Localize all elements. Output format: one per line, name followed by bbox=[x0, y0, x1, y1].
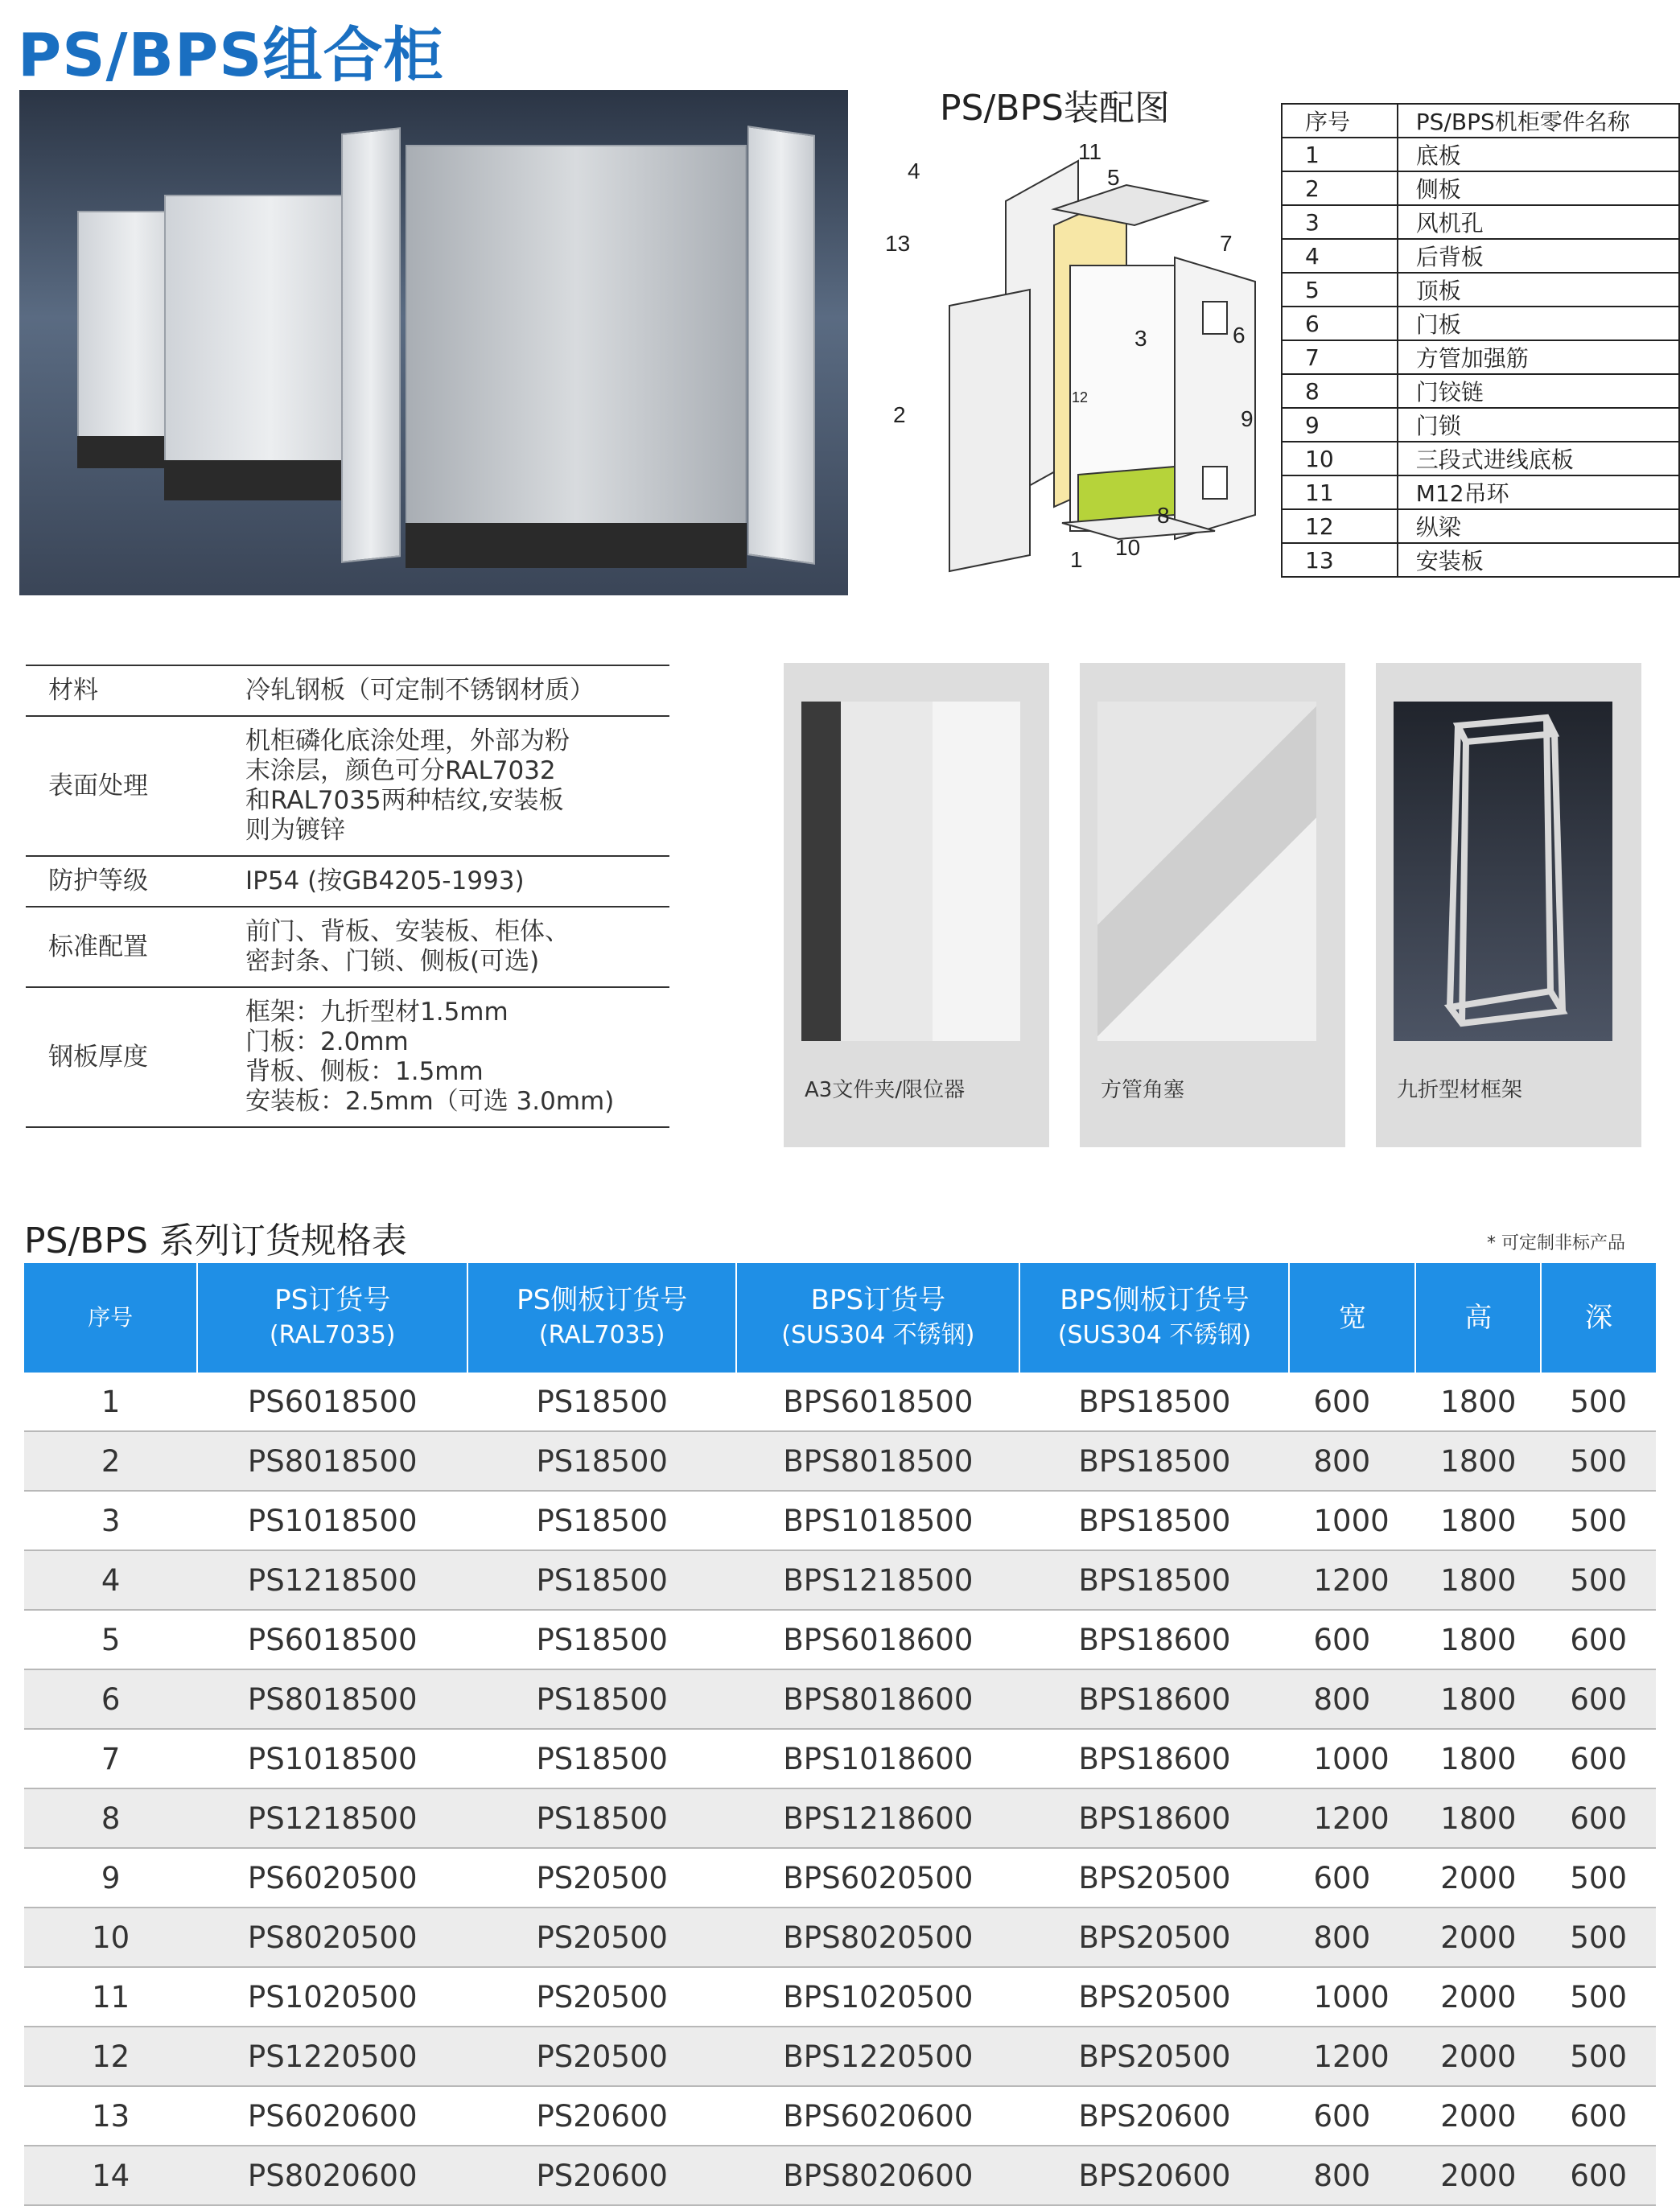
spec-value-line: 背板、侧板：1.5mm bbox=[245, 1057, 484, 1086]
part-number: 8 bbox=[1282, 374, 1398, 408]
parts-row bbox=[1282, 239, 1679, 273]
order-header-main: PS侧板订货号 bbox=[517, 1284, 688, 1316]
part-name: 方管加强筋 bbox=[1398, 340, 1679, 374]
callout-4: 4 bbox=[908, 158, 920, 183]
spec-value bbox=[245, 716, 669, 856]
callout-3: 3 bbox=[1134, 326, 1147, 351]
table-cell: PS18500 bbox=[467, 1431, 736, 1491]
table-row bbox=[24, 2027, 1656, 2086]
table-cell: 500 bbox=[1541, 1908, 1656, 1967]
part-name: 三段式进线底板 bbox=[1398, 442, 1679, 475]
corner-plug-image bbox=[1097, 702, 1316, 1041]
hero-cabinet-photo bbox=[19, 90, 848, 595]
parts-row bbox=[1282, 273, 1679, 307]
part-number: 9 bbox=[1282, 408, 1398, 442]
table-cell: 6 bbox=[24, 1669, 197, 1729]
table-cell: BPS6018500 bbox=[736, 1373, 1019, 1431]
table-cell: BPS1020500 bbox=[736, 1967, 1019, 2027]
folder-limiter-image bbox=[801, 702, 1020, 1041]
feature-card-folder bbox=[784, 663, 1049, 1147]
table-cell: BPS20600 bbox=[1019, 2146, 1289, 2205]
spec-value-line: 框架：九折型材1.5mm bbox=[245, 998, 509, 1027]
parts-row bbox=[1282, 374, 1679, 408]
parts-row bbox=[1282, 442, 1679, 475]
table-cell: 4 bbox=[24, 1550, 197, 1610]
spec-row bbox=[26, 716, 669, 856]
table-cell: 1000 bbox=[1289, 1729, 1415, 1788]
table-cell: BPS18600 bbox=[1019, 1788, 1289, 1848]
table-cell: 500 bbox=[1541, 1491, 1656, 1550]
part-name: 侧板 bbox=[1398, 171, 1679, 205]
spec-value-line: 和RAL7035两种桔纹,安装板 bbox=[245, 786, 564, 815]
table-cell: 10 bbox=[24, 1908, 197, 1967]
table-cell: BPS18500 bbox=[1019, 1491, 1289, 1550]
table-cell: 500 bbox=[1541, 2027, 1656, 2086]
table-cell: 800 bbox=[1289, 1908, 1415, 1967]
part-number: 12 bbox=[1282, 509, 1398, 543]
table-cell: BPS18500 bbox=[1019, 1373, 1289, 1431]
table-cell: BPS1220500 bbox=[736, 2027, 1019, 2086]
order-header-cell bbox=[1541, 1263, 1656, 1373]
table-cell: 2000 bbox=[1415, 2146, 1541, 2205]
spec-value bbox=[245, 856, 669, 907]
part-name: 安装板 bbox=[1398, 543, 1679, 577]
order-header-sub: (RAL7035) bbox=[269, 1321, 396, 1349]
table-cell: PS6020600 bbox=[197, 2086, 467, 2146]
diagram-title: PS/BPS装配图 bbox=[940, 88, 1170, 129]
spec-value bbox=[245, 665, 669, 716]
spec-value-line: 冷轧钢板（可定制不锈钢材质） bbox=[245, 676, 595, 705]
order-note: * 可定制非标产品 bbox=[1487, 1233, 1625, 1253]
table-cell: 500 bbox=[1541, 1967, 1656, 2027]
table-cell: PS8018500 bbox=[197, 1669, 467, 1729]
part-name: 底板 bbox=[1398, 138, 1679, 171]
order-header-main: 高 bbox=[1464, 1302, 1493, 1334]
table-cell: 800 bbox=[1289, 2146, 1415, 2205]
spec-key: 材料 bbox=[26, 665, 245, 716]
table-cell: 2000 bbox=[1415, 2027, 1541, 2086]
table-cell: 1 bbox=[24, 1373, 197, 1431]
table-cell: 600 bbox=[1289, 1373, 1415, 1431]
spec-value-line: 则为镀锌 bbox=[245, 816, 345, 845]
table-cell: PS1020500 bbox=[197, 1967, 467, 2027]
table-cell: BPS18600 bbox=[1019, 1669, 1289, 1729]
callout-1: 1 bbox=[1070, 547, 1083, 572]
table-cell: BPS20500 bbox=[1019, 2027, 1289, 2086]
parts-row bbox=[1282, 205, 1679, 239]
table-cell: PS8020500 bbox=[197, 1908, 467, 1967]
feature-caption: A3文件夹/限位器 bbox=[805, 1078, 966, 1102]
order-header-main: 深 bbox=[1585, 1302, 1613, 1334]
parts-row bbox=[1282, 138, 1679, 171]
table-cell: BPS1218500 bbox=[736, 1550, 1019, 1610]
table-cell: BPS6020500 bbox=[736, 1848, 1019, 1908]
parts-row bbox=[1282, 171, 1679, 205]
part-number: 6 bbox=[1282, 307, 1398, 340]
table-row bbox=[24, 1848, 1656, 1908]
table-cell: PS1218500 bbox=[197, 1550, 467, 1610]
spec-value-line: 门板：2.0mm bbox=[245, 1027, 409, 1056]
table-cell: 600 bbox=[1289, 1848, 1415, 1908]
table-cell: PS18500 bbox=[467, 1373, 736, 1431]
spec-row bbox=[26, 665, 669, 716]
table-cell: PS18500 bbox=[467, 1550, 736, 1610]
table-cell: 600 bbox=[1541, 1669, 1656, 1729]
table-cell: BPS18500 bbox=[1019, 1431, 1289, 1491]
order-header-main: PS订货号 bbox=[274, 1284, 391, 1316]
order-header-cell bbox=[1019, 1263, 1289, 1373]
order-header-cell bbox=[1415, 1263, 1541, 1373]
part-name: 门板 bbox=[1398, 307, 1679, 340]
order-header-cell bbox=[24, 1263, 197, 1373]
spec-row bbox=[26, 987, 669, 1127]
order-header-main: BPS订货号 bbox=[810, 1284, 946, 1316]
table-cell: 500 bbox=[1541, 1848, 1656, 1908]
table-row bbox=[24, 1669, 1656, 1729]
spec-value bbox=[245, 987, 669, 1127]
callout-12: 12 bbox=[1072, 389, 1089, 405]
table-cell: BPS8018500 bbox=[736, 1431, 1019, 1491]
table-cell: 600 bbox=[1289, 2086, 1415, 2146]
table-cell: 2000 bbox=[1415, 2086, 1541, 2146]
part-number: 10 bbox=[1282, 442, 1398, 475]
table-row bbox=[24, 2146, 1656, 2205]
part-name: 后背板 bbox=[1398, 239, 1679, 273]
spec-key: 标准配置 bbox=[26, 907, 245, 987]
table-cell: PS18500 bbox=[467, 1788, 736, 1848]
table-cell: 11 bbox=[24, 1967, 197, 2027]
table-cell: BPS18600 bbox=[1019, 1610, 1289, 1669]
table-cell: PS1218500 bbox=[197, 1788, 467, 1848]
table-row bbox=[24, 1550, 1656, 1610]
spec-value-line: IP54 (按GB4205-1993) bbox=[245, 866, 525, 895]
table-cell: 1800 bbox=[1415, 1788, 1541, 1848]
table-cell: 5 bbox=[24, 1610, 197, 1669]
spec-table bbox=[26, 665, 669, 1128]
table-cell: 14 bbox=[24, 2146, 197, 2205]
table-cell: PS18500 bbox=[467, 1491, 736, 1550]
table-cell: BPS18600 bbox=[1019, 1729, 1289, 1788]
callout-5: 5 bbox=[1107, 165, 1120, 190]
table-cell: BPS1018600 bbox=[736, 1729, 1019, 1788]
part-number: 5 bbox=[1282, 273, 1398, 307]
table-cell: PS20500 bbox=[467, 1908, 736, 1967]
table-cell: 600 bbox=[1541, 1610, 1656, 1669]
table-cell: 2 bbox=[24, 1431, 197, 1491]
order-header-main: BPS侧板订货号 bbox=[1060, 1284, 1250, 1316]
spec-key: 表面处理 bbox=[26, 716, 245, 856]
table-cell: 600 bbox=[1289, 1610, 1415, 1669]
spec-row bbox=[26, 856, 669, 907]
table-cell: 1800 bbox=[1415, 1610, 1541, 1669]
page-title: PS/BPS组合柜 bbox=[18, 21, 444, 90]
table-cell: BPS20500 bbox=[1019, 1967, 1289, 2027]
table-cell: BPS8020600 bbox=[736, 2146, 1019, 2205]
table-cell: 600 bbox=[1541, 1788, 1656, 1848]
callout-9: 9 bbox=[1241, 406, 1254, 431]
order-table bbox=[24, 1263, 1656, 2206]
parts-row bbox=[1282, 340, 1679, 374]
part-name: 门锁 bbox=[1398, 408, 1679, 442]
spec-key: 钢板厚度 bbox=[26, 987, 245, 1127]
order-header-main: 宽 bbox=[1338, 1302, 1366, 1334]
table-row bbox=[24, 1610, 1656, 1669]
table-cell: 7 bbox=[24, 1729, 197, 1788]
order-header-sub: (SUS304 不锈钢) bbox=[1057, 1321, 1252, 1349]
spec-row bbox=[26, 907, 669, 987]
side-panel bbox=[949, 290, 1030, 571]
table-cell: 3 bbox=[24, 1491, 197, 1550]
table-cell: BPS1218600 bbox=[736, 1788, 1019, 1848]
spec-value-line: 前门、背板、安装板、柜体、 bbox=[245, 917, 570, 946]
part-name: M12吊环 bbox=[1398, 475, 1679, 509]
spec-value bbox=[245, 907, 669, 987]
table-cell: 12 bbox=[24, 2027, 197, 2086]
parts-row bbox=[1282, 509, 1679, 543]
table-cell: 8 bbox=[24, 1788, 197, 1848]
table-cell: 1800 bbox=[1415, 1491, 1541, 1550]
part-number: 7 bbox=[1282, 340, 1398, 374]
spec-value-line: 机柜磷化底涂处理，外部为粉 bbox=[245, 726, 570, 755]
part-number: 13 bbox=[1282, 543, 1398, 577]
table-cell: BPS18500 bbox=[1019, 1550, 1289, 1610]
frame-image bbox=[1394, 702, 1612, 1041]
feature-caption: 方管角塞 bbox=[1101, 1078, 1185, 1102]
spec-key: 防护等级 bbox=[26, 856, 245, 907]
table-cell: 1800 bbox=[1415, 1373, 1541, 1431]
table-cell: 500 bbox=[1541, 1431, 1656, 1491]
parts-row bbox=[1282, 475, 1679, 509]
table-row bbox=[24, 1491, 1656, 1550]
table-cell: PS1220500 bbox=[197, 2027, 467, 2086]
feature-caption: 九折型材框架 bbox=[1397, 1078, 1523, 1102]
table-cell: 2000 bbox=[1415, 1967, 1541, 2027]
order-header-cell bbox=[1289, 1263, 1415, 1373]
table-cell: 600 bbox=[1541, 1729, 1656, 1788]
order-header-cell bbox=[736, 1263, 1019, 1373]
table-cell: PS6018500 bbox=[197, 1373, 467, 1431]
table-cell: PS8018500 bbox=[197, 1431, 467, 1491]
table-cell: PS20500 bbox=[467, 2027, 736, 2086]
spec-value-line: 安装板：2.5mm（可选 3.0mm) bbox=[245, 1087, 615, 1116]
table-cell: BPS20600 bbox=[1019, 2086, 1289, 2146]
parts-header-no: 序号 bbox=[1282, 104, 1398, 138]
parts-table bbox=[1281, 103, 1680, 578]
cabinet-interior bbox=[406, 145, 747, 526]
table-cell: PS18500 bbox=[467, 1610, 736, 1669]
table-cell: PS18500 bbox=[467, 1729, 736, 1788]
table-cell: BPS1018500 bbox=[736, 1491, 1019, 1550]
part-number: 2 bbox=[1282, 171, 1398, 205]
table-cell: 1200 bbox=[1289, 1550, 1415, 1610]
table-cell: 1800 bbox=[1415, 1431, 1541, 1491]
parts-header-name: PS/BPS机柜零件名称 bbox=[1398, 104, 1679, 138]
part-name: 顶板 bbox=[1398, 273, 1679, 307]
table-row bbox=[24, 1908, 1656, 1967]
part-number: 4 bbox=[1282, 239, 1398, 273]
part-name: 纵梁 bbox=[1398, 509, 1679, 543]
table-cell: BPS8018600 bbox=[736, 1669, 1019, 1729]
part-name: 门铰链 bbox=[1398, 374, 1679, 408]
table-cell: PS6020500 bbox=[197, 1848, 467, 1908]
table-cell: BPS8020500 bbox=[736, 1908, 1019, 1967]
feature-card-frame bbox=[1376, 663, 1641, 1147]
spec-value-line: 密封条、门锁、侧板(可选) bbox=[245, 947, 540, 976]
feature-card-corner bbox=[1080, 663, 1345, 1147]
table-cell: PS20500 bbox=[467, 1848, 736, 1908]
order-table-title: PS/BPS 系列订货规格表 bbox=[24, 1220, 407, 1261]
table-cell: 9 bbox=[24, 1848, 197, 1908]
table-cell: 1800 bbox=[1415, 1669, 1541, 1729]
table-cell: PS18500 bbox=[467, 1669, 736, 1729]
table-cell: PS20500 bbox=[467, 1967, 736, 2027]
open-door-left bbox=[341, 127, 401, 563]
table-cell: 1000 bbox=[1289, 1491, 1415, 1550]
callout-7: 7 bbox=[1220, 231, 1233, 256]
table-cell: PS20600 bbox=[467, 2086, 736, 2146]
callout-8: 8 bbox=[1157, 503, 1170, 528]
table-cell: BPS6018600 bbox=[736, 1610, 1019, 1669]
table-row bbox=[24, 1373, 1656, 1431]
assembly-diagram bbox=[885, 137, 1271, 595]
table-row bbox=[24, 1967, 1656, 2027]
callout-11: 11 bbox=[1078, 139, 1102, 164]
table-row bbox=[24, 2086, 1656, 2146]
table-cell: PS6018500 bbox=[197, 1610, 467, 1669]
part-number: 3 bbox=[1282, 205, 1398, 239]
table-cell: 800 bbox=[1289, 1431, 1415, 1491]
order-header-cell bbox=[467, 1263, 736, 1373]
table-cell: 1200 bbox=[1289, 2027, 1415, 2086]
callout-6: 6 bbox=[1233, 323, 1246, 348]
order-header-sub: (RAL7035) bbox=[538, 1321, 665, 1349]
table-cell: 2000 bbox=[1415, 1848, 1541, 1908]
table-cell: 1800 bbox=[1415, 1550, 1541, 1610]
table-row bbox=[24, 1788, 1656, 1848]
table-cell: PS1018500 bbox=[197, 1729, 467, 1788]
order-header-main: 序号 bbox=[88, 1304, 134, 1331]
table-cell: 600 bbox=[1541, 2086, 1656, 2146]
table-cell: 13 bbox=[24, 2086, 197, 2146]
table-cell: 1200 bbox=[1289, 1788, 1415, 1848]
part-number: 11 bbox=[1282, 475, 1398, 509]
table-cell: PS8020600 bbox=[197, 2146, 467, 2205]
table-row bbox=[24, 1431, 1656, 1491]
table-cell: BPS20500 bbox=[1019, 1848, 1289, 1908]
parts-row bbox=[1282, 307, 1679, 340]
table-cell: BPS20500 bbox=[1019, 1908, 1289, 1967]
table-cell: 600 bbox=[1541, 2146, 1656, 2205]
order-header-cell bbox=[197, 1263, 467, 1373]
table-cell: 500 bbox=[1541, 1373, 1656, 1431]
open-door-right bbox=[747, 126, 815, 565]
parts-row bbox=[1282, 408, 1679, 442]
part-name: 风机孔 bbox=[1398, 205, 1679, 239]
table-cell: 1800 bbox=[1415, 1729, 1541, 1788]
table-cell: PS20600 bbox=[467, 2146, 736, 2205]
callout-10: 10 bbox=[1115, 535, 1141, 560]
table-cell: 500 bbox=[1541, 1550, 1656, 1610]
parts-row bbox=[1282, 543, 1679, 577]
table-cell: 2000 bbox=[1415, 1908, 1541, 1967]
table-cell: BPS6020600 bbox=[736, 2086, 1019, 2146]
table-cell: PS1018500 bbox=[197, 1491, 467, 1550]
callout-2: 2 bbox=[893, 402, 906, 427]
callout-13: 13 bbox=[885, 231, 911, 256]
spec-value-line: 末涂层，颜色可分RAL7032 bbox=[245, 756, 556, 785]
order-header-sub: (SUS304 不锈钢) bbox=[781, 1321, 975, 1349]
part-number: 1 bbox=[1282, 138, 1398, 171]
table-cell: 800 bbox=[1289, 1669, 1415, 1729]
table-cell: 1000 bbox=[1289, 1967, 1415, 2027]
table-row bbox=[24, 1729, 1656, 1788]
